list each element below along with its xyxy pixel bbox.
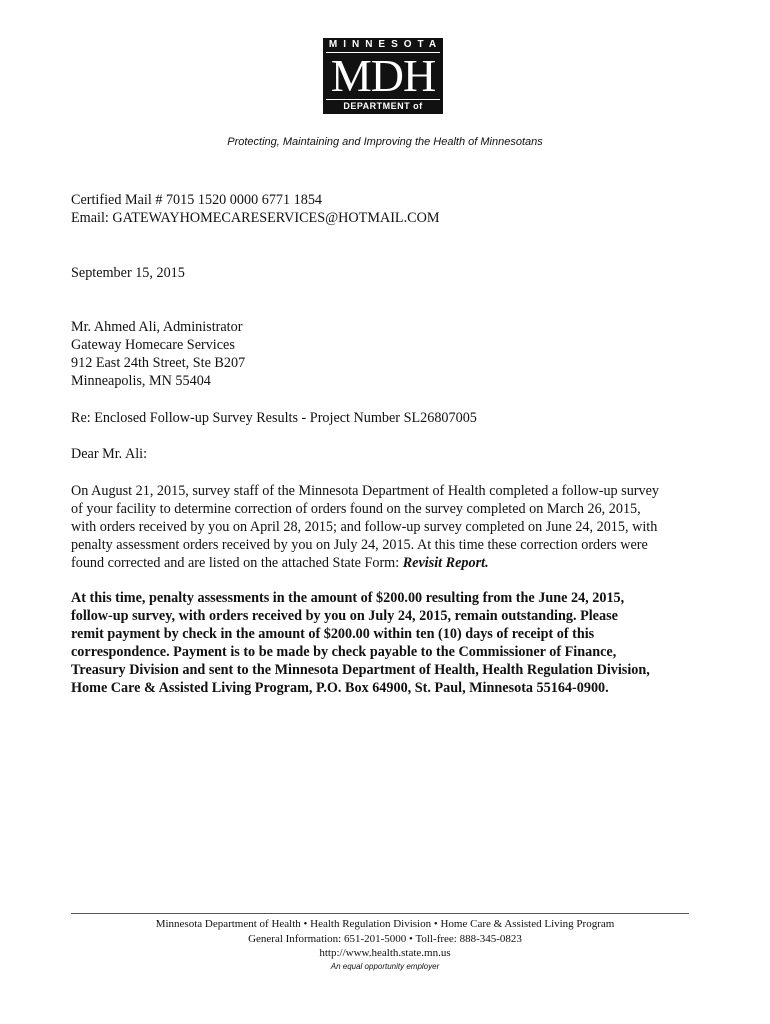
revisit-report-emphasis: Revisit Report.	[402, 555, 489, 571]
footer-url: http://www.health.state.mn.us	[319, 947, 451, 959]
body-paragraph-1	[71, 482, 711, 572]
logo-main-box	[326, 52, 440, 100]
certified-mail-line: Certified Mail # 7015 1520 0000 6771 1854	[71, 192, 323, 208]
body-paragraph-2	[71, 589, 711, 697]
footer-divider	[71, 913, 689, 914]
paragraph-line: of your facility to determine correction of orders found on the survey completed on March 26, 2015,	[71, 501, 641, 517]
footer-line-2: General Information: 651-201-5000 • Toll-free: 888-345-0823	[248, 933, 522, 945]
paragraph-line: remit payment by check in the amount of $200.00 within ten (10) days of receipt of this	[71, 626, 595, 642]
paragraph-line: with orders received by you on April 28, 2015; and follow-up survey completed on June 24, 2015, with	[71, 519, 658, 535]
logo-main-text: MDH	[330, 50, 436, 101]
paragraph-line: penalty assessment orders received by you on July 24, 2015. At this time these correction orders were	[71, 537, 648, 553]
logo-state-text: MINNESOTA	[328, 39, 443, 50]
recipient-name: Mr. Ahmed Ali, Administrator	[71, 319, 243, 335]
paragraph-line: On August 21, 2015, survey staff of the Minnesota Department of Health completed a follow-up survey	[71, 483, 659, 499]
subject-line: Re: Enclosed Follow-up Survey Results - Project Number SL26807005	[71, 410, 477, 426]
footer-line-1: Minnesota Department of Health • Health Regulation Division • Home Care & Assisted Living Program	[155, 918, 615, 930]
recipient-street: 912 East 24th Street, Ste B207	[71, 355, 246, 371]
paragraph-line: Treasury Division and sent to the Minnesota Department of Health, Health Regulation Division,	[71, 662, 650, 678]
salutation: Dear Mr. Ali:	[71, 446, 148, 462]
letter-date: September 15, 2015	[71, 265, 185, 281]
paragraph-line-text: found corrected and are listed on the attached State Form:	[71, 555, 403, 571]
paragraph-line: Home Care & Assisted Living Program, P.O. Box 64900, St. Paul, Minnesota 55164-0900.	[71, 680, 609, 696]
logo-department-text: DEPARTMENT of HEALTH	[343, 101, 423, 123]
recipient-organization: Gateway Homecare Services	[71, 337, 235, 353]
tagline: Protecting, Maintaining and Improving the Health of Minnesotans	[227, 136, 543, 148]
paragraph-line: follow-up survey, with orders received by you on July 24, 2015, remain outstanding. Please	[71, 608, 618, 624]
paragraph-line	[71, 554, 711, 572]
footer-eoe: An equal opportunity employer	[330, 962, 440, 971]
mdh-logo	[323, 38, 443, 123]
paragraph-line: correspondence. Payment is to be made by check payable to the Commissioner of Finance,	[71, 644, 617, 660]
paragraph-line: At this time, penalty assessments in the amount of $200.00 resulting from the June 24, 2015,	[71, 590, 625, 606]
recipient-city: Minneapolis, MN 55404	[71, 373, 211, 389]
email-line: Email: GATEWAYHOMECARESERVICES@HOTMAIL.COM	[71, 210, 440, 226]
